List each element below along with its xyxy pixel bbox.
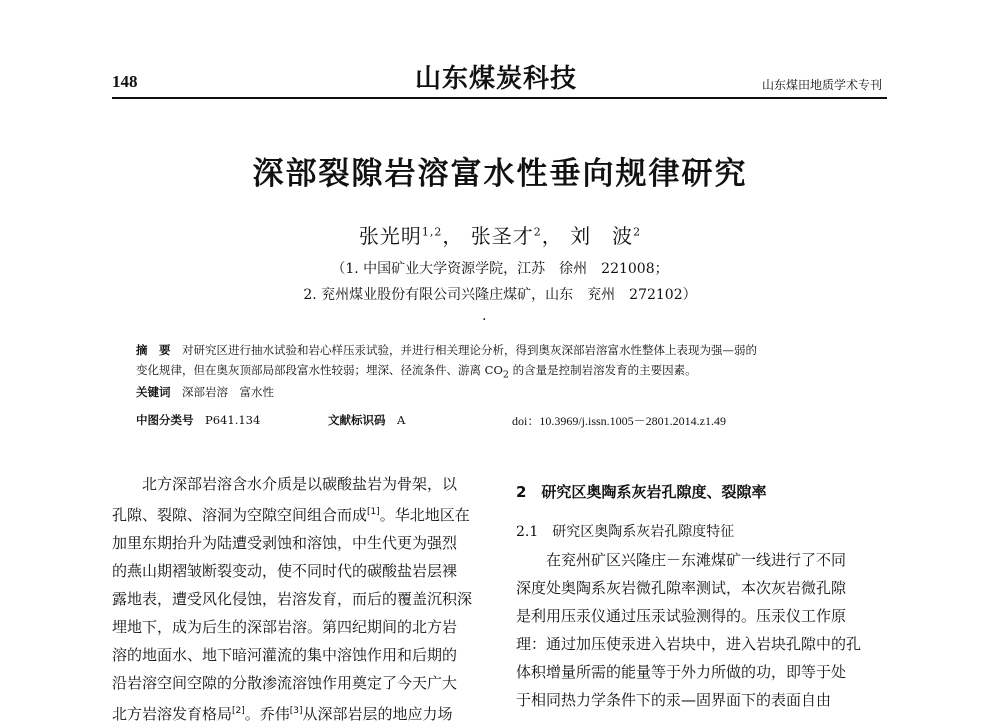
affiliation-1: （1. 中国矿业大学资源学院，江苏 徐州 221008； (331, 261, 669, 277)
doc-code-value: A (397, 413, 406, 427)
document-code (328, 412, 405, 428)
body-line: 深度处奥陶系灰岩微孔隙率测试，本次灰岩微孔隙 (516, 579, 847, 597)
body-line: 孔隙、裂隙、溶洞为空隙空间组合而成[1]。华北地区在 (112, 506, 470, 524)
author-name: 张圣才 (470, 224, 534, 248)
body-line: 露地表，遭受风化侵蚀，岩溶发育，而后的覆盖沉积深 (112, 590, 473, 608)
body-line: 北方深部岩溶含水介质是以碳酸盐岩为骨架，以 (142, 475, 458, 493)
page-number: 148 (112, 72, 138, 91)
author-name: 刘 波 (570, 224, 634, 248)
keywords (136, 384, 274, 400)
abstract-label: 摘 要 (136, 343, 171, 357)
author-affiliation-mark: 2 (533, 225, 542, 239)
abstract-line (136, 340, 896, 360)
body-right-column (516, 478, 888, 714)
body-line: 于相同热力学条件下的汞—固界面下的表面自由 (516, 691, 832, 709)
abstract-text: 变化规律，但在奥灰顶部局部段富水性较弱；埋深、径流条件、游离 CO (136, 363, 503, 377)
clc-number (136, 412, 260, 428)
body-line: 在兖州矿区兴隆庄－东滩煤矿一线进行了不同 (546, 551, 847, 569)
abstract-text: 的含量是控制岩溶发育的主要因素。 (509, 363, 697, 377)
citation: [2] (232, 706, 245, 716)
body-line: 理：通过加压使汞进入岩块中，进入岩块孔隙中的孔 (516, 635, 862, 653)
author-list: 张光明$^{1,2}$， 张圣才$^2$， 刘 波$^2$ (358, 224, 642, 248)
header-rule (112, 97, 887, 99)
author-affiliation-mark: 1,2 (421, 225, 443, 239)
body-left-column (112, 470, 484, 728)
author-affiliation-mark: 2 (633, 225, 642, 239)
paper-title: 深部裂隙岩溶富水性垂向规律研究 (252, 156, 748, 192)
body-line: 的燕山期褶皱断裂变动，使不同时代的碳酸盐岩层裸 (112, 562, 458, 580)
body-line: 体积增量所需的能量等于外力所做的功，即等于处 (516, 663, 847, 681)
body-line: 北方岩溶发育格局[2]。乔伟[3]从深部岩层的地应力场 (112, 705, 453, 723)
section-heading: 2 研究区奥陶系灰岩孔隙度、裂隙率 (516, 483, 767, 501)
body-line: 加里东期抬升为陆遭受剥蚀和溶蚀，中生代更为强烈 (112, 534, 458, 552)
keywords-values: 深部岩溶 富水性 (182, 385, 274, 399)
abstract-subscript: 2 (502, 369, 509, 381)
clc-label: 中图分类号 (136, 413, 194, 427)
citation: [1] (367, 507, 380, 517)
body-line: 溶的地面水、地下暗河灌流的集中溶蚀作用和后期的 (112, 646, 458, 664)
abstract-text: 对研究区进行抽水试验和岩心样压汞试验，并进行相关理论分析，得到奥灰深部岩溶富水性整体上表现为强—弱的 (182, 343, 757, 357)
journal-name: 山东煤炭科技 (415, 64, 578, 94)
body-line: 沿岩溶空间空隙的分散渗流溶蚀作用奠定了今天广大 (112, 674, 458, 692)
subsection-heading: 2.1 研究区奥陶系灰岩孔隙度特征 (516, 524, 735, 540)
doi: doi：10.3969/j.issn.1005－2801.2014.z1.49 (512, 414, 727, 428)
abstract-line (136, 360, 896, 385)
special-issue-label: 山东煤田地质学术专刊 (761, 78, 882, 92)
affiliation-2: 2. 兖州煤业股份有限公司兴隆庄煤矿，山东 兖州 272102） (303, 287, 697, 303)
citation: [3] (289, 706, 303, 716)
doc-code-label: 文献标识码 (328, 413, 386, 427)
keywords-label: 关键词 (136, 385, 171, 399)
body-line: 是利用压汞仪通过压汞试验测得的。压汞仪工作原 (516, 607, 847, 625)
separator-dot: · (482, 312, 487, 328)
body-line: 埋地下，成为后生的深部岩溶。第四纪期间的北方岩 (112, 618, 458, 636)
clc-value: P641.134 (205, 413, 261, 427)
author-name: 张光明 (358, 224, 422, 248)
